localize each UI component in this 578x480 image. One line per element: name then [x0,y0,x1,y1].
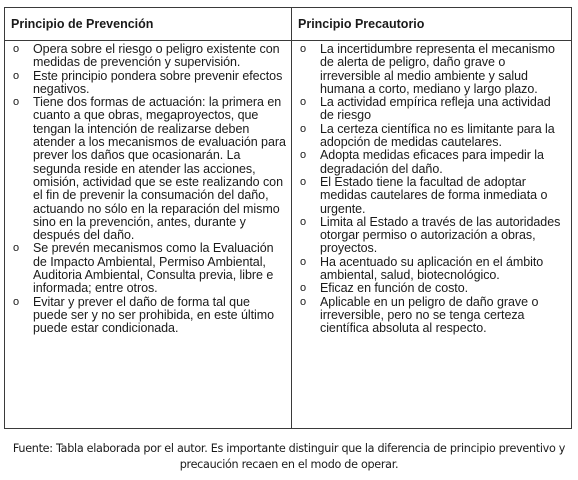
list-item [298,256,567,283]
list-item-text: El Estado tiene la facultad de adoptar medidas cautelares de forma inmediata o urgente. [320,174,548,216]
header-row [5,8,572,41]
bullet-icon: o [300,96,307,109]
list-item [11,242,287,295]
bullet-icon: o [300,43,307,55]
bullet-icon: o [300,122,307,135]
list-item [298,123,567,150]
list-item-text: Evitar y prever el daño de forma tal que puede ser y no ser prohibida, en este último puede estar condicionada. [33,294,275,336]
bullet-icon: o [300,282,307,295]
list-item [298,149,567,176]
list-item-text: Se prevén mecanismos como la Evaluación de Impacto Ambiental, Permiso Ambiental, Auditoria Ambiental, Consulta previa, libre e informada; entre otros. [33,241,274,296]
list-item [11,43,287,70]
list-item [11,96,287,242]
bullet-icon: o [300,175,307,188]
list-item [11,70,287,97]
table-caption: Fuente: Tabla elaborada por el autor. Es importante distinguir que la diferencia de principio preventivo y precaución recaen en el modo de operar. [12,442,566,471]
precautionary-list [298,43,567,336]
header-prevention: Principio de Prevención [5,8,292,41]
list-item-text: Aplicable en un peligro de daño grave o irreversible, pero no se tenga certeza científica absoluta al respecto. [320,294,539,336]
list-item [298,96,567,123]
list-item-text: Eficaz en función de costo. [320,281,469,296]
header-precautionary: Principio Precautorio [292,8,572,41]
precautionary-cell [292,41,572,429]
bullet-icon: o [13,43,20,55]
list-item-text: Tiene dos formas de actuación: la primera en cuanto a que obras, megaproyectos, que tengan la intención de realizarse deben atender a los mecanismos de evaluación para prever los daños que ocasionarán. La segunda reside en atender las acciones, omisión, actividad que se este realizando con el fin de prevenir la consumación del daño, actuando no sólo en la reparación del mismo sino en la prevención, antes, durante y después del daño. [33,95,286,243]
list-item [11,296,287,336]
list-item [298,176,567,216]
list-item-text: Este principio pondera sobre prevenir efectos negativos. [33,68,283,96]
bullet-icon: o [300,295,307,308]
content-row [5,41,572,429]
list-item-text: La actividad empírica refleja una actividad de riesgo [320,95,551,123]
bullet-icon: o [300,255,307,268]
list-item-text: Ha acentuado su aplicación en el ámbito ambiental, salud, biotecnológico. [320,254,544,283]
comparison-table [4,7,572,429]
bullet-icon: o [13,96,20,109]
list-item [298,43,567,96]
list-item [298,296,567,336]
list-item-text: Adopta medidas eficaces para impedir la degradación del daño. [320,148,544,176]
list-item-text: Limita al Estado a través de las autoridades otorgar permiso o autorización a obras, proyectos. [320,214,561,256]
bullet-icon: o [13,242,20,255]
bullet-icon: o [13,69,20,82]
list-item [298,216,567,256]
bullet-icon: o [13,295,20,308]
list-item-text: La certeza científica no es limitante para la adopción de medidas cautelares. [320,121,555,150]
prevention-list [11,43,287,336]
bullet-icon: o [300,149,307,162]
prevention-cell [5,41,292,429]
list-item-text: La incertidumbre representa el mecanismo de alerta de peligro, daño grave o irreversible al medio ambiente y salud humana a corto, mediano y largo plazo. [320,42,555,96]
list-item-text: Opera sobre el riesgo o peligro existente con medidas de prevención y supervisión. [33,42,280,70]
bullet-icon: o [300,215,307,228]
list-item [298,282,567,295]
